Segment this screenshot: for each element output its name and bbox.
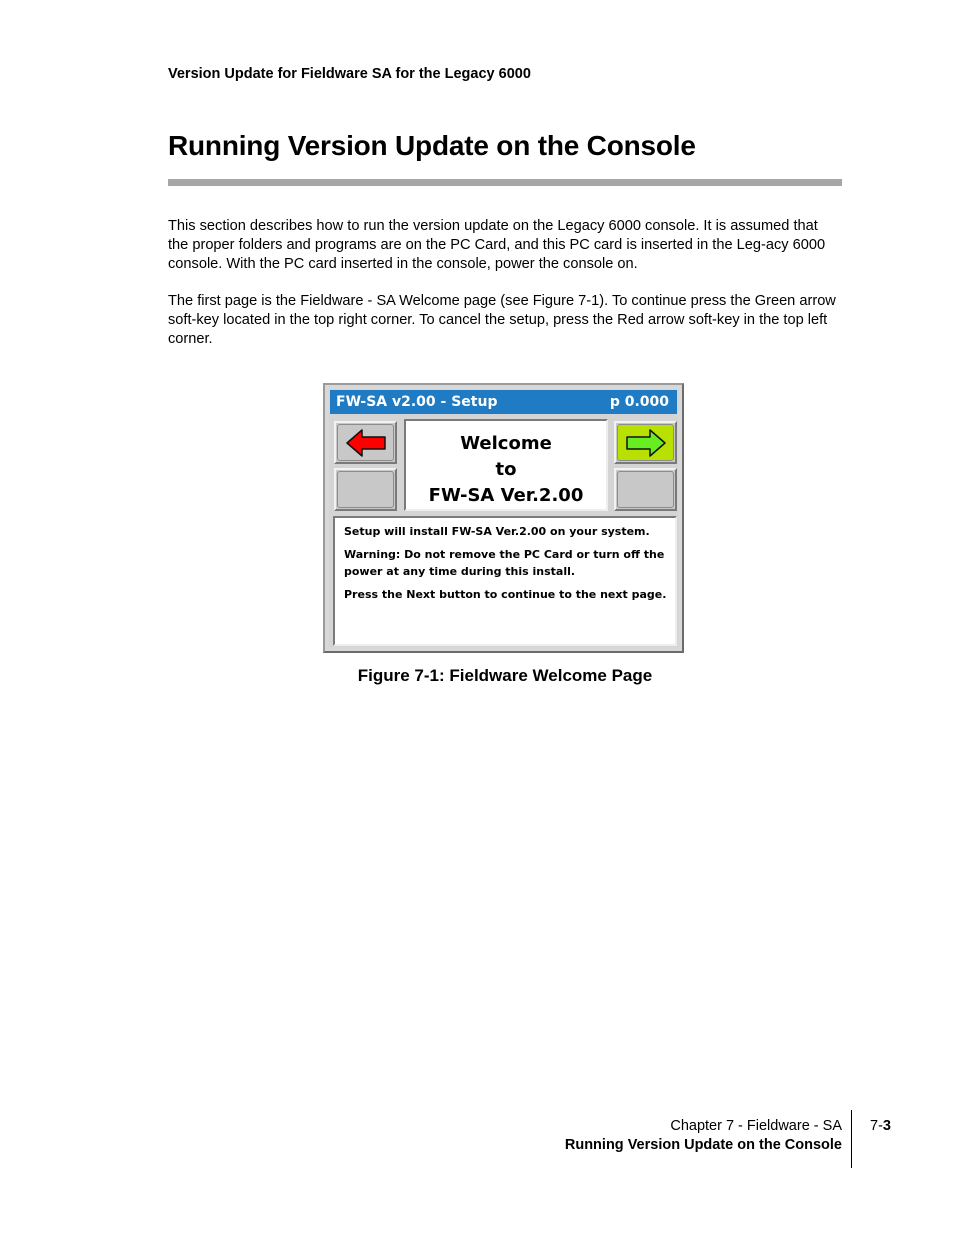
page-number: [870, 1118, 891, 1134]
back-softkey[interactable]: [334, 421, 397, 464]
welcome-line-2: to: [495, 459, 517, 480]
page-number-value: 3: [882, 1118, 891, 1134]
welcome-screenshot: [323, 383, 684, 653]
title-divider: [168, 179, 842, 186]
welcome-line-1: Welcome: [460, 433, 552, 454]
right-blank-softkey[interactable]: [614, 468, 677, 511]
footer-section: Running Version Update on the Console: [564, 1137, 842, 1153]
footer-chapter: Chapter 7 - Fieldware - SA: [670, 1118, 842, 1134]
footer-divider: [851, 1110, 852, 1168]
red-left-arrow-icon: [345, 428, 387, 458]
setup-titlebar: [330, 390, 677, 414]
page-title: Running Version Update on the Console: [168, 130, 696, 161]
page-number-prefix: 7-: [870, 1118, 883, 1134]
next-softkey[interactable]: [614, 421, 677, 464]
screenshot-screen: [329, 389, 678, 647]
setup-message-panel: [333, 516, 677, 646]
warning-message: Warning: Do not remove the PC Card or turn off the power at any time during this install.: [344, 548, 665, 578]
intro-paragraph: This section describes how to run the version update on the Legacy 6000 console. It is assumed that the proper folders and programs are on the PC Card, and this PC card is inserted in the Leg-acy 6000 console. With the PC card inserted in the console, power the console on.: [168, 218, 826, 272]
green-right-arrow-icon: [625, 428, 667, 458]
titlebar-page-indicator: p 0.000: [609, 394, 669, 410]
left-blank-softkey-face: [337, 471, 394, 508]
titlebar-title: FW-SA v2.00 - Setup: [336, 394, 498, 410]
running-head: Version Update for Fieldware SA for the Legacy 6000: [168, 66, 531, 82]
next-instruction-message: Press the Next button to continue to the next page.: [344, 588, 667, 601]
install-message: Setup will install FW-SA Ver.2.00 on your system.: [344, 525, 650, 538]
welcome-page-paragraph: The first page is the Fieldware - SA Welcome page (see Figure 7-1). To continue press the Green arrow soft-key located in the top right corner. To cancel the setup, press the Red arrow soft-key in the top left corner.: [168, 293, 836, 347]
right-blank-softkey-face: [617, 471, 674, 508]
welcome-panel: [404, 419, 608, 511]
welcome-line-3: FW-SA Ver.2.00: [428, 485, 584, 506]
left-blank-softkey[interactable]: [334, 468, 397, 511]
figure-caption: Figure 7-1: Fieldware Welcome Page: [357, 666, 653, 685]
